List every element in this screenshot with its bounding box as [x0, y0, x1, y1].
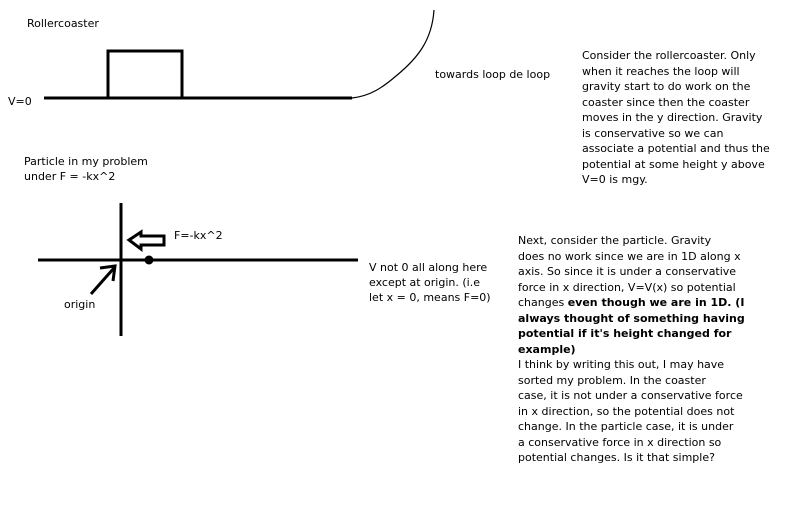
- text-bold: even though we are in 1D. (I: [567, 296, 745, 309]
- loop-curve: [352, 10, 434, 98]
- text-line-mixed: [518, 295, 745, 311]
- origin-arrow-shaft: [91, 268, 114, 294]
- text-line: associate a potential and thus the: [582, 142, 770, 155]
- text-line: potential changes. Is it that simple?: [518, 451, 715, 464]
- v-note-line3: let x = 0, means F=0): [369, 291, 491, 304]
- text-line: change. In the particle case, it is under: [518, 420, 734, 433]
- origin-label: origin: [64, 298, 96, 311]
- v-zero-label: V=0: [8, 95, 32, 108]
- text-bold: potential if it's height changed for: [518, 327, 732, 340]
- text-line: force in x direction, V=V(x) so potential: [518, 280, 736, 294]
- text-line: moves in the y direction. Gravity: [582, 111, 763, 124]
- text-line-bold: [518, 342, 745, 358]
- text-line: is conservative so we can: [582, 126, 724, 140]
- text-bold: example): [518, 342, 576, 356]
- particle-title-line1: Particle in my problem: [24, 155, 148, 168]
- text-line: case, it is not under a conservative force: [518, 389, 743, 402]
- text-line: potential at some height y above: [582, 157, 765, 171]
- text-line: does no work since we are in 1D along x: [518, 249, 741, 263]
- text-bold: always thought of something having: [518, 311, 745, 325]
- particle-explanation: [518, 233, 745, 466]
- v-note-line2: except at origin. (i.e: [369, 276, 480, 289]
- particle-dot: [145, 256, 154, 265]
- force-arrow: [129, 232, 164, 249]
- text-line-bold: [518, 326, 745, 342]
- text-plain: changes: [518, 296, 568, 309]
- text-line: axis. So since it is under a conservative: [518, 265, 737, 278]
- force-label: F=-kx^2: [174, 229, 223, 242]
- text-line-bold: [518, 311, 745, 327]
- rollercoaster-title: Rollercoaster: [27, 17, 99, 30]
- v-note-line1: V not 0 all along here: [369, 261, 488, 274]
- text-line: V=0 is mgy.: [582, 173, 648, 186]
- loop-label: towards loop de loop: [435, 68, 551, 81]
- text-line: in x direction, so the potential does not: [518, 404, 735, 418]
- coaster-cart: [108, 51, 182, 98]
- coaster-explanation: [582, 48, 770, 188]
- text-line: coaster since then the coaster: [582, 95, 750, 109]
- text-line: Consider the rollercoaster. Only: [582, 49, 756, 62]
- text-line: sorted my problem. In the coaster: [518, 373, 706, 387]
- text-line: Next, consider the particle. Gravity: [518, 234, 712, 247]
- text-line: when it reaches the loop will: [582, 64, 740, 78]
- text-line: a conservative force in x direction so: [518, 435, 722, 449]
- particle-title-line2: under F = -kx^2: [24, 170, 116, 183]
- text-line: I think by writing this out, I may have: [518, 358, 725, 371]
- text-line: gravity start to do work on the: [582, 80, 751, 93]
